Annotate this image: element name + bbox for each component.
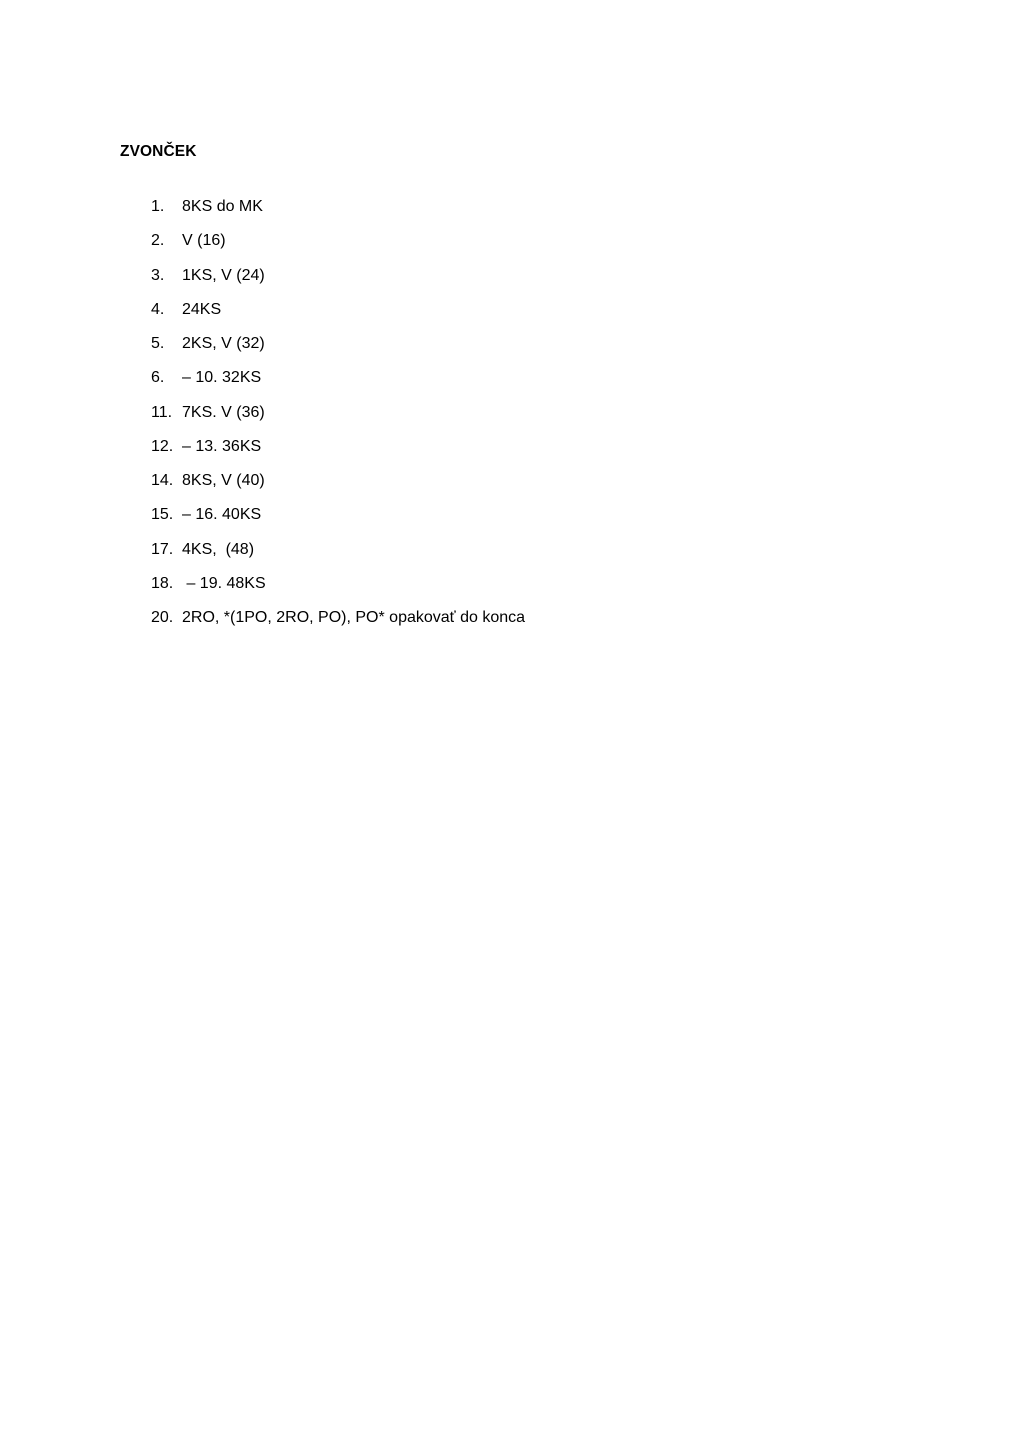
list-item bbox=[151, 368, 525, 402]
list-item bbox=[151, 505, 525, 539]
list-item bbox=[151, 300, 525, 334]
list-item-number: 17. bbox=[151, 540, 174, 558]
list-item bbox=[151, 266, 525, 300]
list-item-text: – 16. 40KS bbox=[182, 506, 262, 524]
list-item-number: 20. bbox=[151, 609, 174, 626]
list-item-text: 8KS do MK bbox=[182, 198, 263, 215]
list-item-text: 8KS, V (40) bbox=[182, 472, 265, 489]
list-item bbox=[151, 471, 525, 505]
list-item-number: 2. bbox=[151, 232, 165, 250]
list-item bbox=[151, 608, 525, 642]
list-item bbox=[151, 403, 525, 437]
list-item-number: 6. bbox=[151, 369, 165, 387]
list-item bbox=[151, 197, 525, 231]
list-item bbox=[151, 574, 525, 608]
list-item-number: 4. bbox=[151, 300, 165, 318]
list-item-text: – 19. 48KS bbox=[182, 574, 266, 592]
list-item-text: 2RO, *(1PO, 2RO, PO), PO* opakovať do konca bbox=[182, 609, 526, 626]
list-item-text: 24KS bbox=[182, 300, 222, 318]
document-title: ZVONČEK bbox=[120, 143, 197, 160]
list-item-number: 5. bbox=[151, 335, 165, 352]
list-item bbox=[151, 437, 525, 471]
list-item-text: – 10. 32KS bbox=[182, 369, 262, 387]
list-item-text: 4KS, (48) bbox=[182, 540, 255, 558]
list-item-text: 7KS. V (36) bbox=[182, 403, 265, 421]
list-item-number: 11. bbox=[151, 403, 173, 421]
list-item-number: 3. bbox=[151, 266, 165, 284]
list-item bbox=[151, 231, 525, 265]
list-item-text: – 13. 36KS bbox=[182, 437, 262, 455]
list-item-text: 1KS, V (24) bbox=[182, 266, 265, 284]
list-item-number: 18. bbox=[151, 574, 174, 592]
list-item-number: 1. bbox=[151, 198, 165, 215]
instruction-list bbox=[151, 197, 525, 642]
list-item-number: 14. bbox=[151, 472, 174, 489]
list-item-number: 15. bbox=[151, 506, 174, 524]
list-item-number: 12. bbox=[151, 437, 174, 455]
list-item bbox=[151, 334, 525, 368]
list-item bbox=[151, 540, 525, 574]
list-item-text: 2KS, V (32) bbox=[182, 335, 265, 352]
list-item-text: V (16) bbox=[182, 232, 226, 250]
